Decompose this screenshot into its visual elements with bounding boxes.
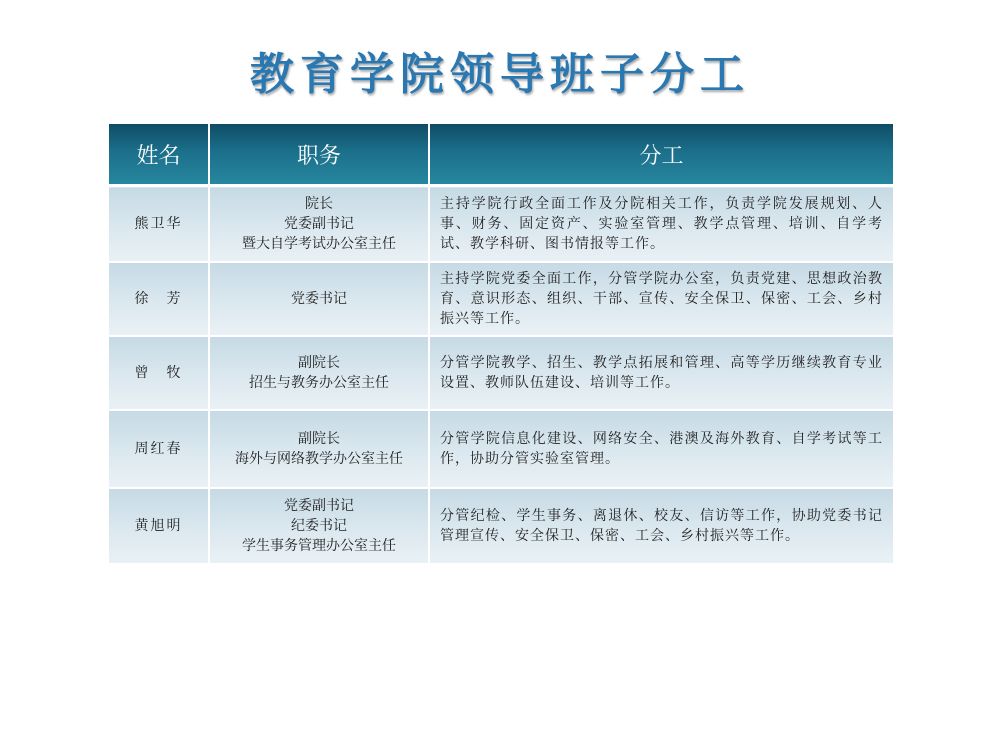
cell-name xyxy=(109,488,209,564)
person-name: 熊卫华 xyxy=(134,215,183,232)
role-line: 副院长 xyxy=(298,430,340,447)
table-row xyxy=(109,488,893,564)
cell-duty: 分管纪检、学生事务、离退休、校友、信访等工作，协助党委书记管理宣传、安全保卫、保密、工会、乡村振兴等工作。 xyxy=(429,488,893,564)
header-name: 姓名 xyxy=(109,124,209,186)
table-row xyxy=(109,410,893,488)
table-row xyxy=(109,186,893,262)
cell-name xyxy=(109,410,209,488)
cell-role xyxy=(209,186,429,262)
cell-duty: 分管学院信息化建设、网络安全、港澳及海外教育、自学考试等工作，协助分管实验室管理。 xyxy=(429,410,893,488)
page-title: 教育学院领导班子分工 xyxy=(250,49,750,100)
table-header-row xyxy=(109,124,893,186)
cell-name xyxy=(109,336,209,410)
person-name: 周红春 xyxy=(134,440,183,457)
cell-name xyxy=(109,186,209,262)
role-line: 副院长 xyxy=(298,354,340,371)
person-name: 徐 芳 xyxy=(134,290,183,307)
person-name: 曾 牧 xyxy=(134,364,183,381)
cell-role xyxy=(209,410,429,488)
table-row xyxy=(109,336,893,410)
cell-duty: 分管学院教学、招生、教学点拓展和管理、高等学历继续教育专业设置、教师队伍建设、培训等工作。 xyxy=(429,336,893,410)
role-line: 党委书记 xyxy=(291,290,347,307)
role-line: 院长 xyxy=(305,195,333,212)
leadership-table xyxy=(109,124,893,565)
cell-role xyxy=(209,488,429,564)
person-name: 黄旭明 xyxy=(134,517,183,534)
cell-name xyxy=(109,262,209,336)
role-line: 学生事务管理办公室主任 xyxy=(242,537,396,554)
role-line: 纪委书记 xyxy=(291,517,347,534)
role-line: 党委副书记 xyxy=(284,497,354,514)
role-line: 海外与网络教学办公室主任 xyxy=(235,450,403,467)
cell-role xyxy=(209,262,429,336)
cell-role xyxy=(209,336,429,410)
header-role: 职务 xyxy=(209,124,429,186)
cell-duty: 主持学院行政全面工作及分院相关工作，负责学院发展规划、人事、财务、固定资产、实验室管理、教学点管理、培训、自学考试、教学科研、图书情报等工作。 xyxy=(429,186,893,262)
header-duty: 分工 xyxy=(429,124,893,186)
role-line: 党委副书记 xyxy=(284,215,354,232)
table-row xyxy=(109,262,893,336)
role-line: 招生与教务办公室主任 xyxy=(249,374,389,391)
cell-duty: 主持学院党委全面工作，分管学院办公室，负责党建、思想政治教育、意识形态、组织、干部、宣传、安全保卫、保密、工会、乡村振兴等工作。 xyxy=(429,262,893,336)
role-line: 暨大自学考试办公室主任 xyxy=(242,235,396,252)
